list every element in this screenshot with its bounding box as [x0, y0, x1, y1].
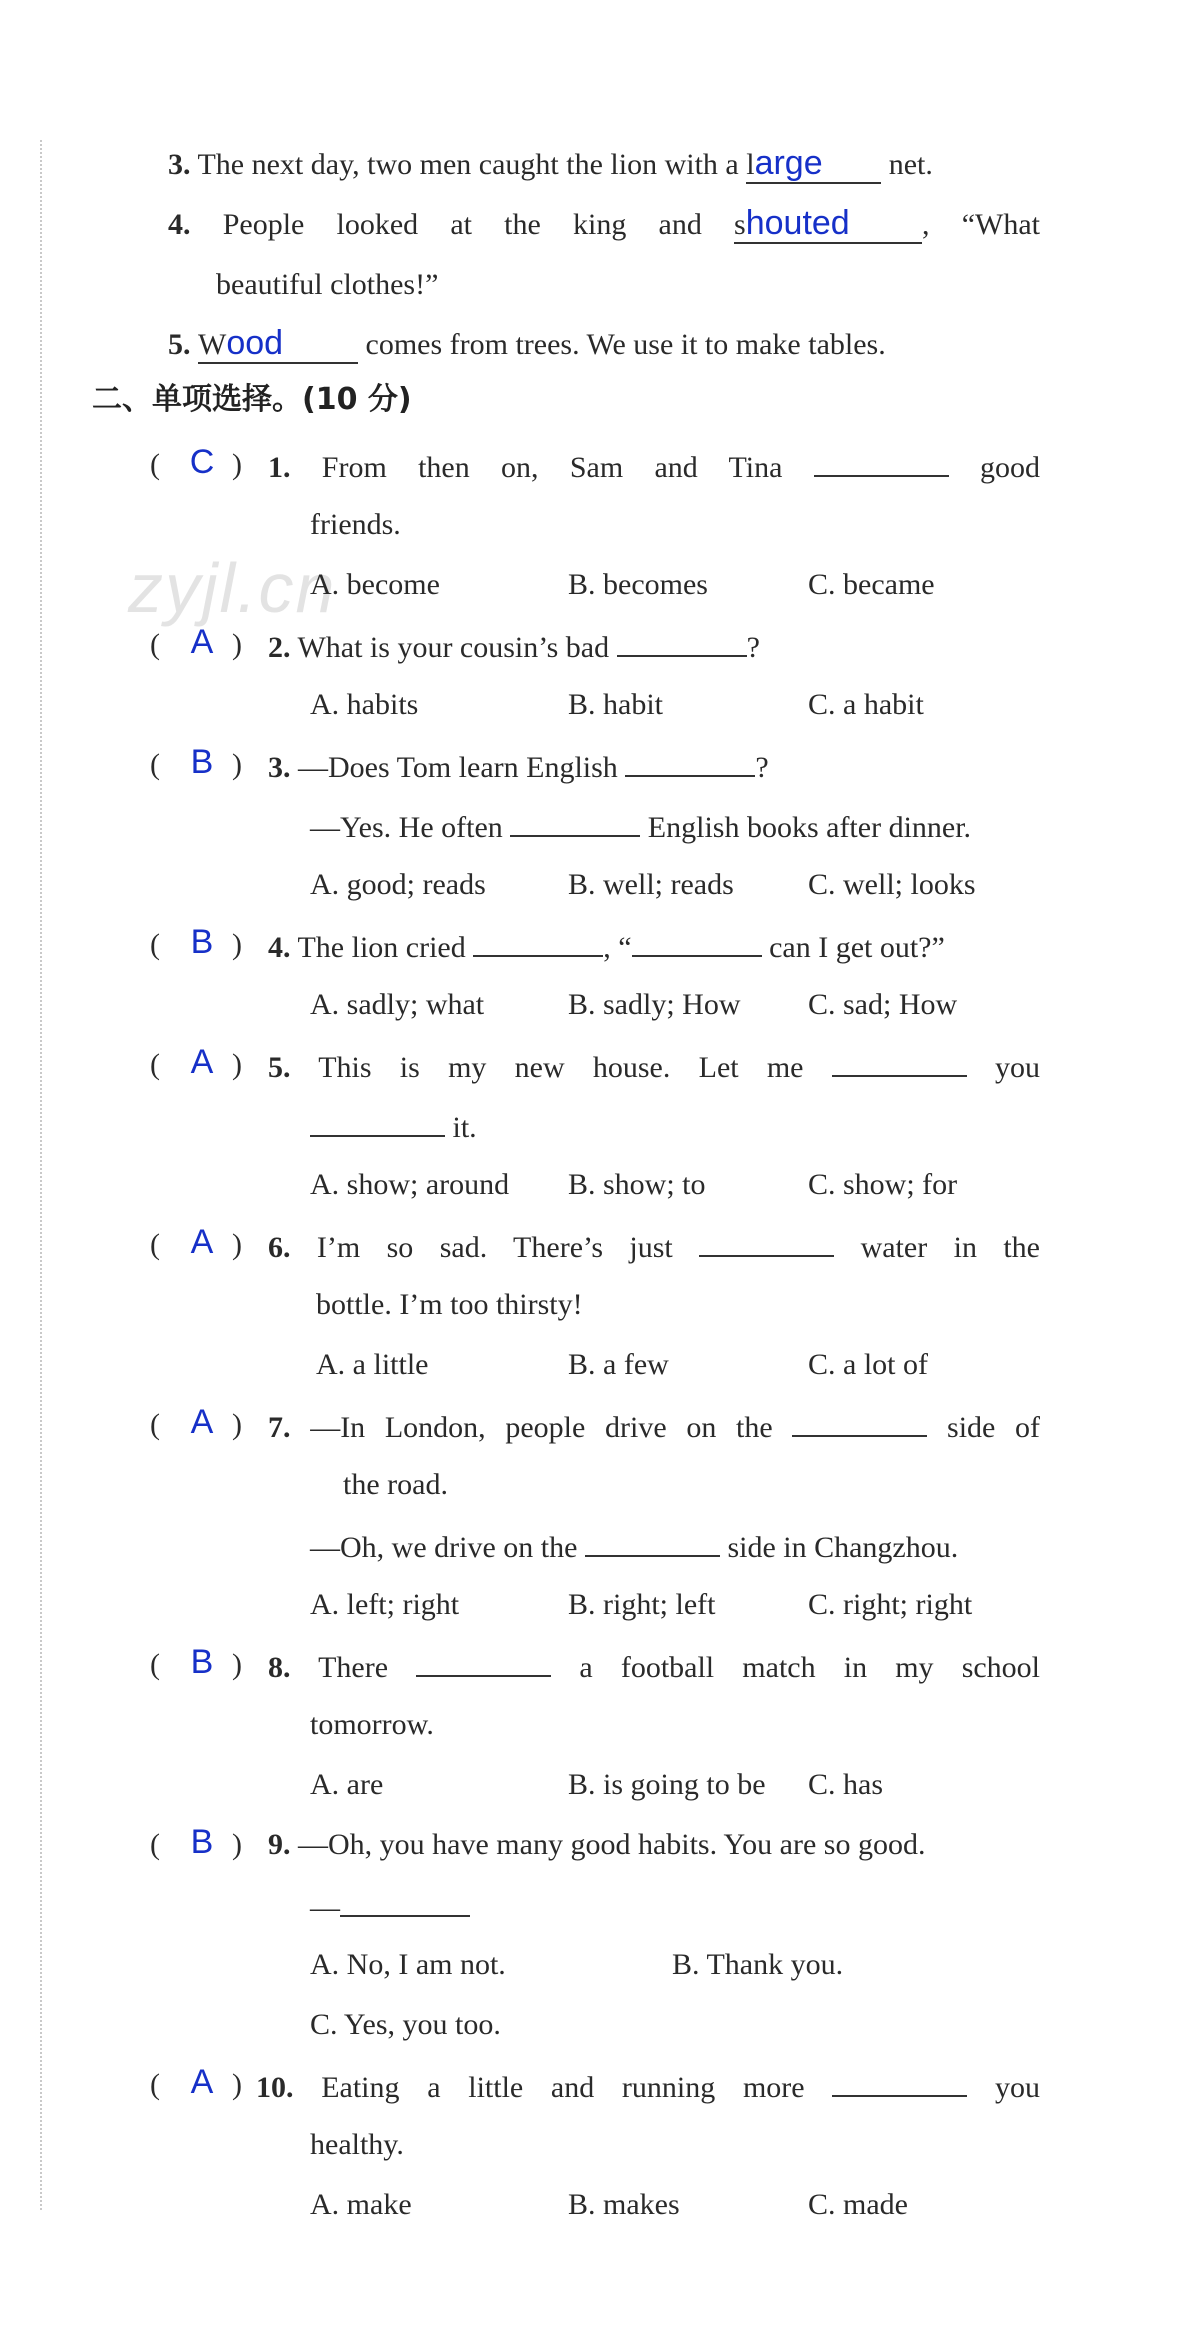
- watermark: zyjl.cn: [128, 549, 337, 627]
- question-6-line2: bottle. I’m too thirsty!: [316, 1288, 583, 1321]
- question-4: 4. The lion cried , “ can I get out?”: [268, 925, 945, 968]
- options-9-line2: C. Yes, you too.: [310, 2008, 501, 2041]
- question-number: 4.: [168, 208, 191, 241]
- question-7-line2: the road.: [343, 1468, 448, 1501]
- question-text-end: net.: [881, 148, 933, 181]
- answer-box: ( B ): [150, 743, 242, 781]
- question-9-line2: —: [310, 1885, 470, 1928]
- margin-dotted-line: [40, 140, 42, 2210]
- question-1-line2: friends.: [310, 508, 401, 541]
- question-3: 3. —Does Tom learn English ?: [268, 745, 769, 788]
- fill-question-5: [168, 325, 886, 365]
- question-10-line2: healthy.: [310, 2128, 404, 2161]
- answer-box: ( C ): [150, 443, 242, 481]
- question-6: 6. I’m so sad. There’s just water in the: [268, 1225, 1040, 1268]
- answer-box: ( B ): [150, 1643, 242, 1681]
- question-text-end: comes from trees. We use it to make tables.: [358, 328, 886, 361]
- question-5: 5. This is my new house. Let me you: [268, 1045, 1040, 1088]
- fill-question-4: [168, 205, 1040, 245]
- question-1: 1. From then on, Sam and Tina good: [268, 445, 1040, 488]
- question-3-line2: —Yes. He often English books after dinner.: [310, 805, 971, 848]
- answer-box: ( A ): [150, 1043, 242, 1081]
- question-8: 8. There a football match in my school: [268, 1645, 1040, 1688]
- fill-question-4-line2: beautiful clothes!”: [216, 268, 439, 301]
- section-title: 二、单项选择。(10 分): [92, 382, 412, 417]
- question-number: 3.: [168, 148, 191, 181]
- answer-fill: shouted: [734, 206, 922, 244]
- answer-box: ( A ): [150, 1403, 242, 1441]
- question-5-line2: it.: [310, 1105, 477, 1148]
- question-7: 7. —In London, people drive on the side of: [268, 1405, 1040, 1448]
- question-text: The next day, two men caught the lion with a: [197, 148, 747, 181]
- answer-fill: Wood: [198, 326, 358, 364]
- question-number: 5.: [168, 328, 191, 361]
- question-8-line2: tomorrow.: [310, 1708, 434, 1741]
- answer-box: ( A ): [150, 1223, 242, 1261]
- answer-fill: large: [746, 146, 881, 184]
- answer-box: ( A ): [150, 623, 242, 661]
- question-text-end: , “What: [922, 208, 1040, 241]
- question-10: 10. Eating a little and running more you: [256, 2065, 1040, 2108]
- fill-question-3: [168, 145, 933, 185]
- question-7-line3: —Oh, we drive on the side in Changzhou.: [310, 1525, 958, 1568]
- answer-box: ( B ): [150, 1823, 242, 1861]
- question-9: 9. —Oh, you have many good habits. You are so good.: [268, 1828, 926, 1861]
- answer-box: ( B ): [150, 923, 242, 961]
- question-2: 2. What is your cousin’s bad ?: [268, 625, 760, 668]
- answer-box: ( A ): [150, 2063, 242, 2101]
- question-text: People looked at the king and: [222, 208, 735, 241]
